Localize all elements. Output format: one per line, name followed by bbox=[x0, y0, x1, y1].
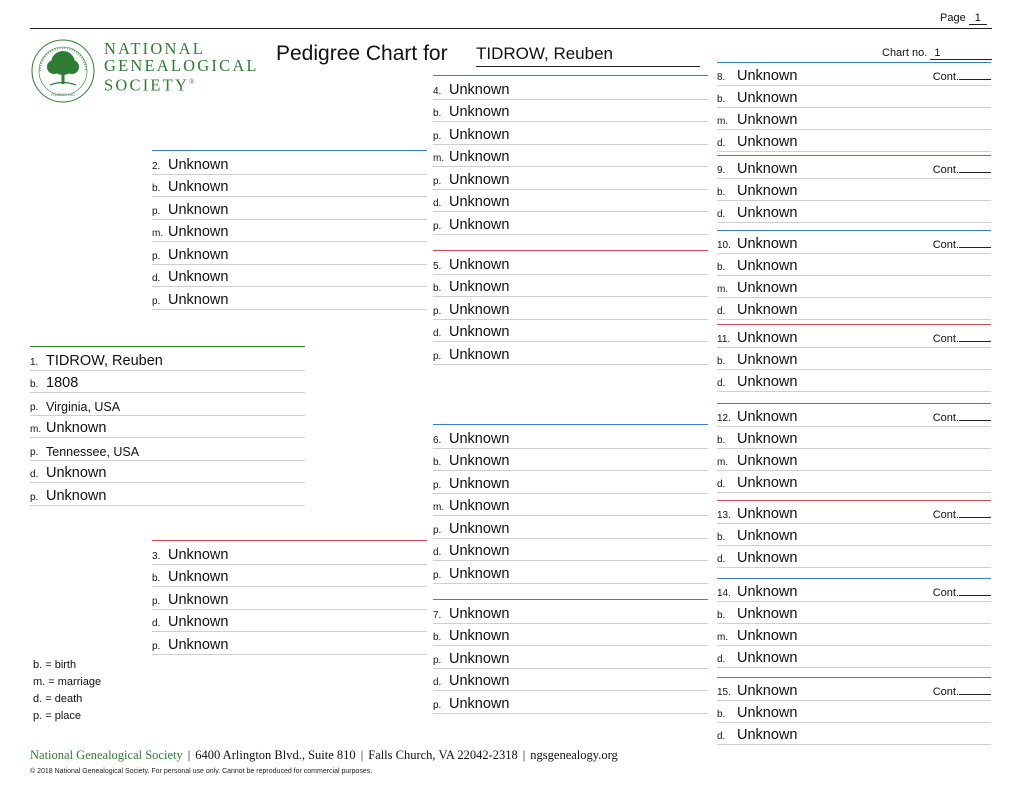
field-death[interactable] bbox=[717, 546, 991, 568]
field-value: Unknown bbox=[449, 695, 510, 712]
field-prefix: 1. bbox=[30, 356, 39, 368]
legend-marriage: m. = marriage bbox=[33, 676, 102, 688]
field-prefix: p. bbox=[30, 401, 39, 413]
field-birth[interactable] bbox=[152, 565, 427, 588]
field-death[interactable] bbox=[717, 471, 991, 493]
footer-address: 6400 Arlington Blvd., Suite 810 bbox=[195, 748, 356, 762]
person-block-4 bbox=[433, 75, 708, 237]
field-value: Unknown bbox=[449, 430, 510, 447]
field-marriage[interactable] bbox=[717, 276, 991, 298]
field-value: Unknown bbox=[449, 346, 510, 363]
field-death[interactable] bbox=[717, 201, 991, 223]
field-marriage[interactable] bbox=[152, 220, 427, 243]
field-prefix: b. bbox=[433, 632, 442, 643]
field-marriage-place[interactable] bbox=[433, 516, 708, 539]
field-prefix: m. bbox=[152, 228, 164, 239]
field-value: Unknown bbox=[737, 302, 798, 318]
field-value: Unknown bbox=[449, 628, 510, 644]
person-rule bbox=[433, 424, 708, 425]
field-prefix: 4. bbox=[433, 85, 442, 97]
field-value: Unknown bbox=[737, 528, 798, 544]
field-name[interactable] bbox=[717, 405, 991, 427]
field-birth[interactable] bbox=[717, 179, 991, 201]
field-value: Unknown bbox=[737, 183, 798, 199]
field-prefix: p. bbox=[30, 446, 39, 458]
person-block-1 bbox=[30, 346, 305, 508]
field-value: Unknown bbox=[737, 683, 798, 699]
field-value: Unknown bbox=[737, 606, 798, 622]
field-prefix: d. bbox=[717, 731, 726, 742]
field-value: Unknown bbox=[737, 258, 798, 274]
field-prefix: p. bbox=[152, 205, 161, 217]
field-prefix: 12. bbox=[717, 413, 731, 424]
field-prefix: p. bbox=[433, 654, 442, 666]
field-prefix: d. bbox=[717, 554, 726, 565]
field-value: TIDROW, Reuben bbox=[46, 352, 163, 369]
field-name[interactable] bbox=[152, 542, 427, 565]
field-value: Unknown bbox=[737, 506, 798, 522]
field-value: Unknown bbox=[449, 301, 510, 318]
field-value: Unknown bbox=[737, 453, 798, 469]
field-death[interactable] bbox=[433, 539, 708, 562]
page-indicator bbox=[940, 12, 987, 25]
field-name[interactable] bbox=[717, 580, 991, 602]
person-block-13 bbox=[717, 500, 991, 570]
field-prefix: m. bbox=[717, 116, 729, 127]
field-prefix: m. bbox=[717, 284, 729, 295]
field-death[interactable] bbox=[717, 370, 991, 392]
field-value: Unknown bbox=[737, 161, 798, 177]
field-value: Unknown bbox=[737, 475, 798, 491]
ngs-wordmark: NATIONAL GENEALOGICAL SOCIETY® bbox=[104, 39, 259, 95]
field-value: Unknown bbox=[168, 179, 229, 195]
field-value: Unknown bbox=[168, 546, 229, 563]
field-prefix: b. bbox=[717, 435, 726, 446]
field-prefix: b. bbox=[433, 283, 442, 294]
person-rule bbox=[717, 230, 991, 231]
field-prefix: p. bbox=[152, 640, 161, 652]
field-marriage[interactable] bbox=[30, 416, 305, 439]
field-prefix: b. bbox=[717, 187, 726, 198]
field-value: Unknown bbox=[737, 280, 798, 296]
title-subject-name[interactable]: TIDROW, Reuben bbox=[476, 44, 700, 67]
field-prefix: b. bbox=[717, 262, 726, 273]
field-death[interactable] bbox=[30, 461, 305, 484]
footer-city: Falls Church, VA 22042-2318 bbox=[368, 748, 518, 762]
field-prefix: b. bbox=[717, 94, 726, 105]
field-value: Unknown bbox=[168, 569, 229, 585]
field-value: Unknown bbox=[46, 487, 107, 504]
field-birth[interactable] bbox=[433, 449, 708, 472]
field-value: Unknown bbox=[449, 104, 510, 120]
field-prefix: b. bbox=[152, 573, 161, 584]
field-prefix: b. bbox=[433, 108, 442, 119]
field-value: Unknown bbox=[737, 68, 798, 84]
person-rule bbox=[433, 250, 708, 251]
field-death[interactable] bbox=[152, 265, 427, 288]
continuation-field[interactable]: Cont. bbox=[933, 686, 991, 698]
field-value: Unknown bbox=[737, 352, 798, 368]
field-birth[interactable] bbox=[433, 100, 708, 123]
field-marriage[interactable] bbox=[717, 624, 991, 646]
field-death-place[interactable] bbox=[152, 287, 427, 310]
field-birth-place[interactable] bbox=[433, 297, 708, 320]
chart-number: Chart no. 1 bbox=[882, 47, 992, 60]
field-birth[interactable] bbox=[717, 348, 991, 370]
legend-death: d. = death bbox=[33, 693, 83, 705]
field-prefix: d. bbox=[152, 618, 161, 629]
field-value: Unknown bbox=[449, 673, 510, 689]
field-death-place[interactable] bbox=[152, 632, 427, 655]
person-block-12 bbox=[717, 403, 991, 495]
field-marriage-place[interactable] bbox=[433, 167, 708, 190]
field-death-place[interactable] bbox=[433, 342, 708, 365]
field-marriage[interactable] bbox=[433, 145, 708, 168]
field-prefix: 15. bbox=[717, 687, 731, 698]
field-prefix: p. bbox=[433, 524, 442, 536]
field-value: Unknown bbox=[449, 171, 510, 188]
field-name[interactable] bbox=[717, 326, 991, 348]
field-prefix: p. bbox=[433, 699, 442, 711]
field-prefix: b. bbox=[717, 356, 726, 367]
person-block-8 bbox=[717, 62, 991, 154]
field-value: Unknown bbox=[449, 126, 510, 143]
person-rule bbox=[152, 540, 427, 541]
field-prefix: b. bbox=[717, 709, 726, 720]
field-value: Unknown bbox=[449, 149, 510, 165]
continuation-field[interactable]: Cont. bbox=[933, 587, 991, 599]
person-rule bbox=[717, 62, 991, 63]
field-value: Unknown bbox=[168, 224, 229, 240]
field-death[interactable] bbox=[717, 646, 991, 668]
field-prefix: 10. bbox=[717, 240, 731, 251]
header-rule bbox=[30, 28, 992, 29]
field-value: Unknown bbox=[168, 246, 229, 263]
field-prefix: p. bbox=[433, 305, 442, 317]
field-birth[interactable] bbox=[152, 175, 427, 198]
page-label: Page bbox=[940, 12, 966, 24]
field-value: Unknown bbox=[449, 453, 510, 469]
field-birth[interactable] bbox=[717, 524, 991, 546]
field-prefix: p. bbox=[152, 595, 161, 607]
field-prefix: d. bbox=[433, 677, 442, 688]
field-prefix: m. bbox=[717, 632, 729, 643]
field-value: Unknown bbox=[737, 550, 798, 566]
field-birth[interactable] bbox=[717, 254, 991, 276]
abbreviation-legend bbox=[33, 657, 101, 725]
person-block-7 bbox=[433, 599, 708, 716]
field-prefix: p. bbox=[433, 220, 442, 232]
field-value: Unknown bbox=[168, 156, 229, 173]
field-prefix: p. bbox=[433, 175, 442, 187]
field-name[interactable] bbox=[717, 232, 991, 254]
field-marriage-place[interactable] bbox=[30, 438, 305, 461]
continuation-field[interactable]: Cont. bbox=[933, 164, 991, 176]
field-death[interactable] bbox=[717, 130, 991, 152]
field-prefix: m. bbox=[433, 502, 445, 513]
field-death[interactable] bbox=[717, 298, 991, 320]
field-name[interactable] bbox=[433, 252, 708, 275]
field-prefix: d. bbox=[717, 378, 726, 389]
field-prefix: b. bbox=[30, 379, 39, 390]
field-prefix: 11. bbox=[717, 334, 731, 345]
field-prefix: d. bbox=[717, 306, 726, 317]
field-name[interactable] bbox=[717, 679, 991, 701]
field-value: Tennessee, USA bbox=[46, 444, 140, 459]
field-marriage[interactable] bbox=[433, 494, 708, 517]
field-value: Unknown bbox=[168, 636, 229, 653]
field-value: Unknown bbox=[168, 269, 229, 285]
person-block-3 bbox=[152, 540, 427, 657]
field-birth-place[interactable] bbox=[30, 393, 305, 416]
field-prefix: 5. bbox=[433, 260, 442, 272]
field-value: Unknown bbox=[449, 194, 510, 210]
field-value: Unknown bbox=[737, 727, 798, 743]
field-prefix: 9. bbox=[717, 165, 726, 176]
field-value: Unknown bbox=[168, 201, 229, 218]
field-value: Unknown bbox=[737, 650, 798, 666]
field-value: Unknown bbox=[737, 112, 798, 128]
field-value: Unknown bbox=[737, 374, 798, 390]
legend-birth: b. = birth bbox=[33, 659, 77, 671]
field-name[interactable] bbox=[152, 152, 427, 175]
field-birth[interactable] bbox=[30, 371, 305, 394]
continuation-field[interactable]: Cont. bbox=[933, 333, 991, 345]
field-name[interactable] bbox=[717, 64, 991, 86]
field-prefix: d. bbox=[717, 138, 726, 149]
person-rule bbox=[433, 75, 708, 76]
field-death-place[interactable] bbox=[433, 561, 708, 584]
person-rule bbox=[152, 150, 427, 151]
field-value: Unknown bbox=[737, 330, 798, 346]
field-marriage-place[interactable] bbox=[152, 242, 427, 265]
field-prefix: 3. bbox=[152, 550, 161, 562]
field-death[interactable] bbox=[717, 723, 991, 745]
person-rule bbox=[717, 677, 991, 678]
field-value: Unknown bbox=[449, 650, 510, 667]
field-value: Unknown bbox=[737, 584, 798, 600]
legend-place: p. = place bbox=[33, 710, 82, 722]
field-name[interactable] bbox=[717, 502, 991, 524]
field-death-place[interactable] bbox=[433, 212, 708, 235]
field-value: Unknown bbox=[737, 205, 798, 221]
footer: National Genealogical Society | 6400 Arlington Blvd., Suite 810 | Falls Church, VA 22042-2318 | ngsgenealogy.org bbox=[30, 748, 618, 762]
person-block-9 bbox=[717, 155, 991, 225]
person-block-2 bbox=[152, 150, 427, 312]
field-marriage[interactable] bbox=[717, 449, 991, 471]
field-value: Unknown bbox=[737, 236, 798, 252]
field-value: Unknown bbox=[449, 543, 510, 559]
field-prefix: p. bbox=[433, 130, 442, 142]
field-marriage[interactable] bbox=[717, 108, 991, 130]
field-prefix: 7. bbox=[433, 609, 442, 621]
field-name[interactable] bbox=[433, 426, 708, 449]
field-death-place[interactable] bbox=[30, 483, 305, 506]
field-prefix: 2. bbox=[152, 160, 161, 172]
field-value: Unknown bbox=[449, 475, 510, 492]
field-birth[interactable] bbox=[717, 602, 991, 624]
field-prefix: p. bbox=[152, 295, 161, 307]
continuation-field[interactable]: Cont. bbox=[933, 412, 991, 424]
field-birth[interactable] bbox=[717, 427, 991, 449]
ngs-seal-logo bbox=[30, 38, 96, 104]
field-value: Virginia, USA bbox=[46, 399, 121, 414]
field-prefix: d. bbox=[433, 328, 442, 339]
chart-number-field[interactable]: 1 bbox=[930, 47, 992, 60]
field-value: Unknown bbox=[449, 520, 510, 537]
field-prefix: 14. bbox=[717, 588, 731, 599]
field-death[interactable] bbox=[433, 320, 708, 343]
person-block-14 bbox=[717, 578, 991, 670]
field-value: Unknown bbox=[449, 216, 510, 233]
field-birth[interactable] bbox=[717, 701, 991, 723]
person-rule bbox=[717, 403, 991, 404]
field-prefix: 8. bbox=[717, 72, 726, 83]
field-prefix: b. bbox=[152, 183, 161, 194]
page-title: Pedigree Chart for bbox=[276, 42, 448, 65]
field-prefix: p. bbox=[433, 569, 442, 581]
field-prefix: b. bbox=[717, 532, 726, 543]
field-name[interactable] bbox=[433, 77, 708, 100]
field-value: Unknown bbox=[737, 409, 798, 425]
field-birth-place[interactable] bbox=[433, 471, 708, 494]
field-death[interactable] bbox=[433, 669, 708, 692]
copyright-notice: © 2018 National Genealogical Society. For personal use only. Cannot be reproduced for commercial purposes. bbox=[30, 768, 373, 775]
field-prefix: d. bbox=[433, 198, 442, 209]
person-block-5 bbox=[433, 250, 708, 367]
field-prefix: d. bbox=[717, 209, 726, 220]
person-block-6 bbox=[433, 424, 708, 586]
svg-text:FOUNDED 1903: FOUNDED 1903 bbox=[51, 93, 75, 97]
field-value: Unknown bbox=[737, 628, 798, 644]
field-value: Unknown bbox=[737, 134, 798, 150]
field-prefix: b. bbox=[433, 457, 442, 468]
field-birth[interactable] bbox=[717, 86, 991, 108]
field-value: Unknown bbox=[168, 591, 229, 608]
field-prefix: p. bbox=[30, 491, 39, 503]
field-prefix: d. bbox=[152, 273, 161, 284]
field-prefix: 13. bbox=[717, 510, 731, 521]
field-prefix: m. bbox=[30, 424, 42, 435]
field-value: Unknown bbox=[737, 705, 798, 721]
field-birth[interactable] bbox=[433, 275, 708, 298]
field-value: Unknown bbox=[449, 279, 510, 295]
field-name[interactable] bbox=[717, 157, 991, 179]
person-rule bbox=[717, 578, 991, 579]
person-block-15 bbox=[717, 677, 991, 747]
field-value: Unknown bbox=[46, 465, 107, 481]
field-name[interactable] bbox=[30, 348, 305, 371]
field-prefix: d. bbox=[717, 479, 726, 490]
field-death[interactable] bbox=[433, 190, 708, 213]
field-prefix: p. bbox=[152, 250, 161, 262]
field-prefix: m. bbox=[717, 457, 729, 468]
field-birth[interactable] bbox=[433, 624, 708, 647]
field-prefix: p. bbox=[433, 479, 442, 491]
field-birth-place[interactable] bbox=[152, 197, 427, 220]
continuation-field[interactable]: Cont. bbox=[933, 71, 991, 83]
person-block-11 bbox=[717, 324, 991, 394]
person-rule bbox=[717, 500, 991, 501]
field-prefix: p. bbox=[433, 350, 442, 362]
field-value: Unknown bbox=[449, 565, 510, 582]
continuation-field[interactable]: Cont. bbox=[933, 239, 991, 251]
field-value: Unknown bbox=[168, 291, 229, 308]
person-rule bbox=[717, 324, 991, 325]
field-value: Unknown bbox=[449, 81, 510, 98]
field-value: Unknown bbox=[449, 498, 510, 514]
field-value: 1808 bbox=[46, 375, 79, 391]
person-rule bbox=[30, 346, 305, 347]
field-value: Unknown bbox=[449, 256, 510, 273]
field-prefix: m. bbox=[433, 153, 445, 164]
field-value: Unknown bbox=[449, 324, 510, 340]
field-prefix: d. bbox=[30, 469, 39, 480]
person-block-10 bbox=[717, 230, 991, 322]
field-prefix: d. bbox=[433, 547, 442, 558]
field-prefix: 6. bbox=[433, 434, 442, 446]
field-prefix: b. bbox=[717, 610, 726, 621]
field-name[interactable] bbox=[433, 601, 708, 624]
field-birth-place[interactable] bbox=[433, 122, 708, 145]
field-death-place[interactable] bbox=[433, 691, 708, 714]
field-prefix: d. bbox=[717, 654, 726, 665]
field-death[interactable] bbox=[152, 610, 427, 633]
field-value: Unknown bbox=[168, 614, 229, 630]
footer-org: National Genealogical Society bbox=[30, 748, 183, 762]
field-birth-place[interactable] bbox=[433, 646, 708, 669]
field-value: Unknown bbox=[46, 420, 107, 436]
continuation-field[interactable]: Cont. bbox=[933, 509, 991, 521]
field-value: Unknown bbox=[737, 431, 798, 447]
field-value: Unknown bbox=[737, 90, 798, 106]
page-number[interactable]: 1 bbox=[969, 12, 987, 25]
footer-website-link[interactable]: ngsgenealogy.org bbox=[530, 748, 618, 762]
field-birth-place[interactable] bbox=[152, 587, 427, 610]
person-rule bbox=[717, 155, 991, 156]
field-value: Unknown bbox=[449, 605, 510, 622]
person-rule bbox=[433, 599, 708, 600]
